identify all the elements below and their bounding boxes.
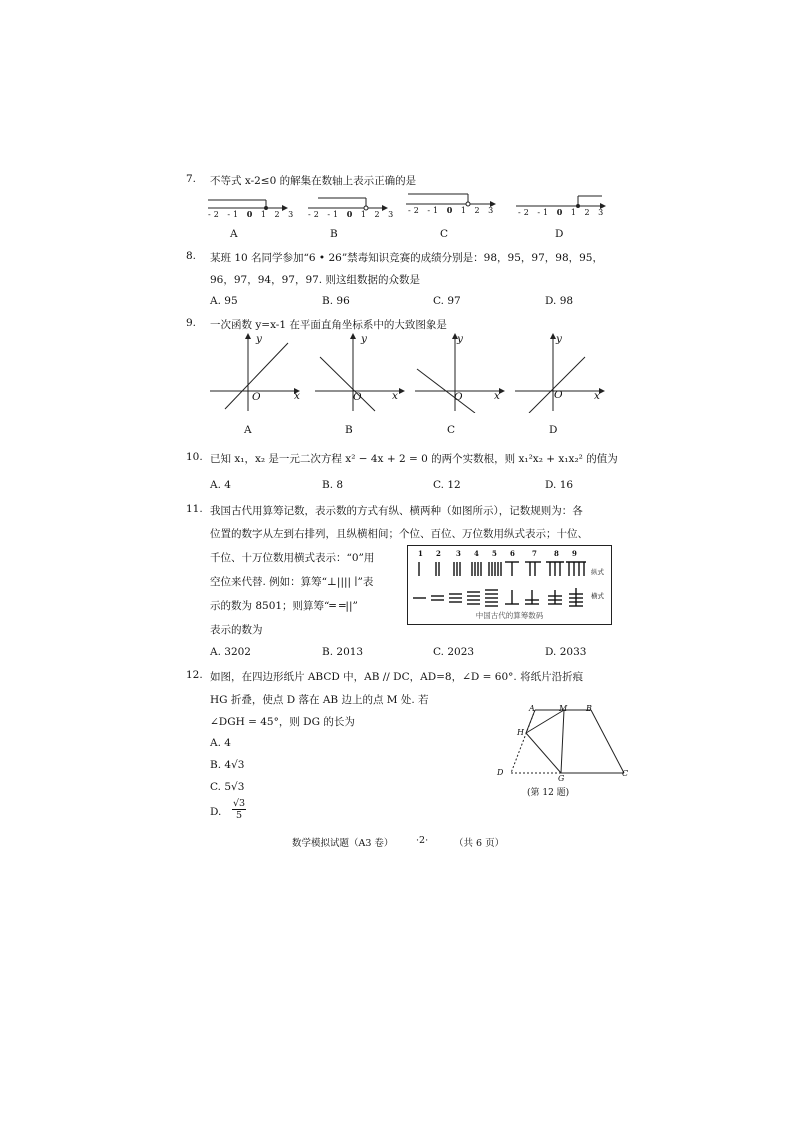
q9-label-b: B bbox=[345, 424, 353, 436]
row-label-horizontal: 横式 bbox=[591, 592, 604, 600]
tick: -2 bbox=[208, 210, 222, 219]
q9-label-c: C bbox=[447, 424, 456, 436]
q8-stem-line1: 某班 10 名同学参加“6 • 26”禁毒知识竞赛的成绩分别是：98，95，97，98，95， bbox=[210, 252, 603, 264]
q11-line1: 我国古代用算筹记数，表示数的方式有纵、横两种（如图所示），记数规则为：各 bbox=[210, 505, 583, 517]
rod-glyphs bbox=[408, 558, 611, 610]
tick: 2 bbox=[474, 206, 483, 215]
q12-option-a: A. 4 bbox=[210, 737, 231, 749]
q9-label-a: A bbox=[244, 424, 252, 436]
footer-page-number: ·2· bbox=[416, 835, 429, 846]
q11-option-a: A. 3202 bbox=[210, 646, 251, 658]
q7-label-b: B bbox=[330, 228, 338, 240]
q8-option-b: B. 96 bbox=[322, 295, 350, 307]
q7-label-c: C bbox=[440, 228, 449, 240]
tick: 0 bbox=[346, 209, 356, 219]
q8-option-c: C. 97 bbox=[433, 295, 461, 307]
tick: 3 bbox=[488, 206, 497, 215]
q7-number: 7. bbox=[186, 173, 197, 185]
counting-rods-table: 1 2 3 4 5 6 7 8 9 纵式 横式 中国古代的算筹数码 bbox=[407, 545, 612, 625]
q12-option-d-numerator: √3 bbox=[233, 798, 246, 809]
tick: -2 bbox=[308, 210, 322, 219]
q12-option-d-denominator: 5 bbox=[236, 810, 243, 821]
q10-number: 10. bbox=[186, 451, 203, 463]
row-label-vertical: 纵式 bbox=[591, 568, 604, 576]
tick: 3 bbox=[388, 210, 397, 219]
q11-option-b: B. 2013 bbox=[322, 646, 364, 658]
tick: 3 bbox=[288, 210, 297, 219]
tick: 0 bbox=[446, 205, 456, 215]
tick: 1 bbox=[260, 210, 269, 219]
tick: -2 bbox=[408, 206, 422, 215]
footer-title: 数学模拟试题（A3 卷） bbox=[292, 838, 394, 849]
tick: 2 bbox=[584, 208, 593, 217]
q12-option-d-fraction bbox=[232, 798, 246, 821]
q11-option-d: D. 2033 bbox=[545, 646, 587, 658]
tick: 1 bbox=[460, 206, 469, 215]
q9-graph-d bbox=[515, 333, 605, 413]
tick: -1 bbox=[327, 210, 342, 219]
tick: -2 bbox=[518, 208, 532, 217]
q8-option-d: D. 98 bbox=[545, 295, 574, 307]
tick: 0 bbox=[246, 209, 256, 219]
q11-line3: 千位、十万位数用横式表示：“0”用 bbox=[210, 552, 375, 564]
q10-option-d: D. 16 bbox=[545, 479, 574, 491]
q9-number: 9. bbox=[186, 317, 197, 329]
tick: 0 bbox=[556, 207, 566, 217]
q11-line6: 表示的数为 bbox=[210, 624, 263, 636]
q7-label-d: D bbox=[555, 228, 564, 240]
q10-stem: 已知 x₁，x₂ 是一元二次方程 x² − 4x + 2 = 0 的两个实数根，则 x₁²x₂ + x₁x₂² 的值为 bbox=[210, 453, 618, 465]
q12-caption: (第 12 题) bbox=[527, 788, 570, 798]
q11-number: 11. bbox=[186, 503, 203, 515]
tick: 2 bbox=[274, 210, 283, 219]
q11-line2: 位置的数字从左到右排列，且纵横相间；个位、百位、万位数用纵式表示；十位、 bbox=[210, 528, 588, 540]
tick: 2 bbox=[374, 210, 383, 219]
tick: -1 bbox=[227, 210, 242, 219]
q11-option-c: C. 2023 bbox=[433, 646, 475, 658]
q10-option-b: B. 8 bbox=[322, 479, 344, 491]
tick: 1 bbox=[570, 208, 579, 217]
q12-option-c: C. 5√3 bbox=[210, 781, 245, 793]
tick: 3 bbox=[598, 208, 607, 217]
q12-line1: 如图，在四边形纸片 ABCD 中，AB // DC，AD=8，∠D = 60°. 将纸片沿折痕 bbox=[210, 671, 584, 683]
q8-stem-line2: 96，97，94，97，97. 则这组数据的众数是 bbox=[210, 274, 420, 286]
tick: -1 bbox=[537, 208, 552, 217]
tick: 1 bbox=[360, 210, 369, 219]
q11-line5: 示的数为 8501；则算筹“═ ═||” bbox=[210, 600, 358, 612]
q9-stem: 一次函数 y=x-1 在平面直角坐标系中的大致图象是 bbox=[210, 319, 447, 331]
q8-option-a: A. 95 bbox=[210, 295, 238, 307]
footer-total-pages: （共 6 页） bbox=[454, 838, 505, 849]
q10-option-c: C. 12 bbox=[433, 479, 461, 491]
q12-number: 12. bbox=[186, 669, 203, 681]
q10-option-a: A. 4 bbox=[210, 479, 231, 491]
q12-option-d-prefix: D. bbox=[210, 806, 222, 818]
q7-stem: 不等式 x-2≤0 的解集在数轴上表示正确的是 bbox=[210, 175, 417, 187]
table-caption: 中国古代的算筹数码 bbox=[475, 611, 544, 620]
q12-option-b: B. 4√3 bbox=[210, 759, 245, 771]
q11-line4: 空位来代替. 例如：算筹“⊥|||| ∣”表 bbox=[210, 576, 374, 588]
q9-label-d: D bbox=[549, 424, 558, 436]
q12-line3: ∠DGH = 45°，则 DG 的长为 bbox=[210, 716, 355, 728]
tick: -1 bbox=[427, 206, 442, 215]
q9-graphs bbox=[205, 333, 615, 413]
q8-number: 8. bbox=[186, 250, 197, 262]
q7-label-a: A bbox=[230, 228, 238, 240]
q12-line2: HG 折叠，使点 D 落在 AB 边上的点 M 处. 若 bbox=[210, 694, 429, 706]
